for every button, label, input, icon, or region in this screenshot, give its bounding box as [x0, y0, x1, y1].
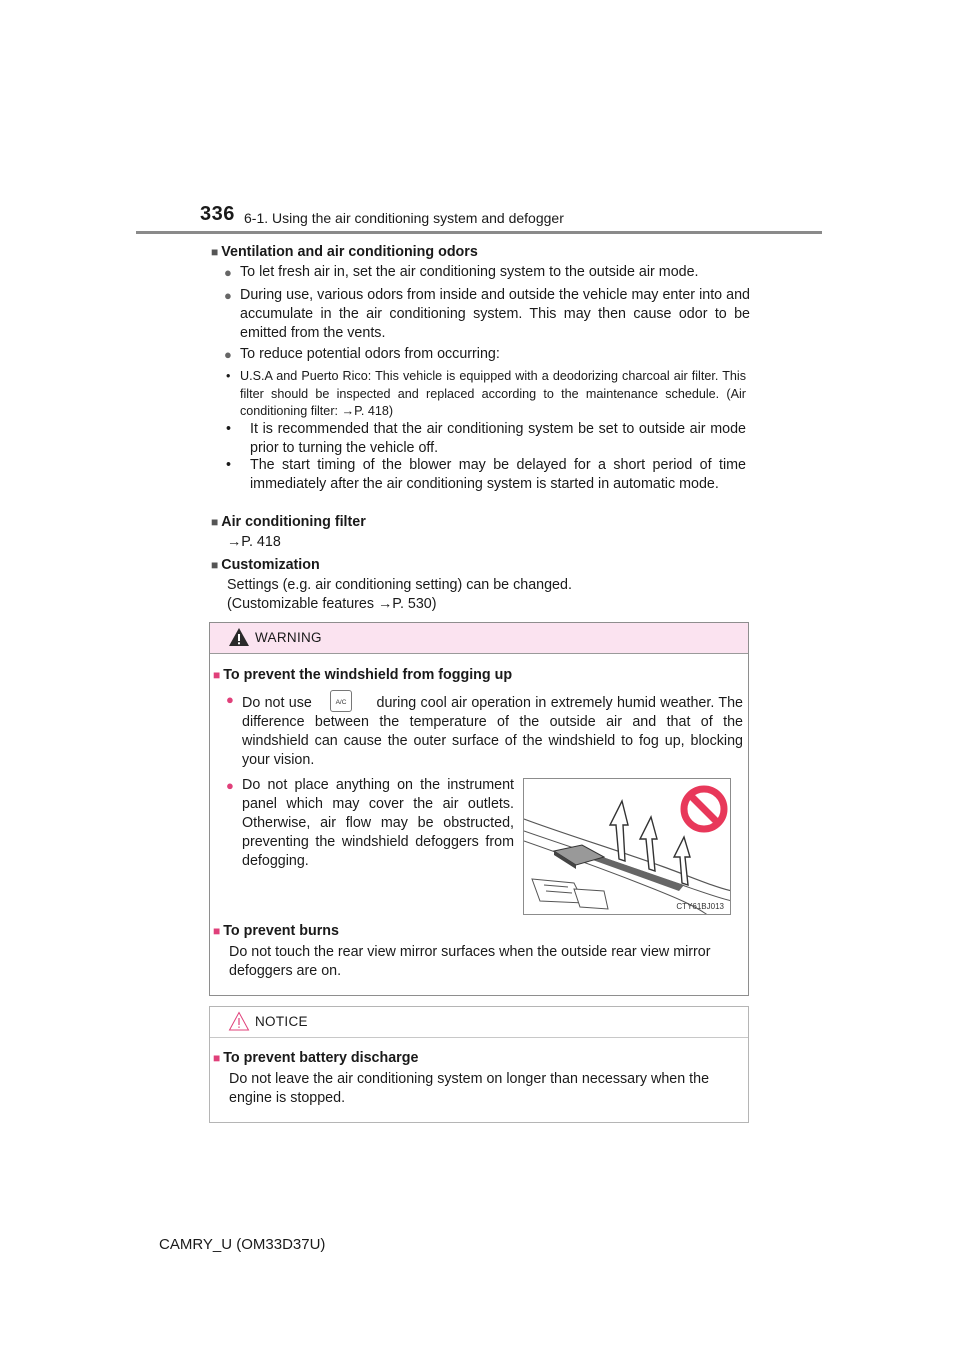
square-bullet-icon: ■	[211, 245, 219, 259]
circle-bullet-icon: ●	[224, 347, 232, 362]
instrument-panel-figure	[523, 778, 731, 915]
burns-heading: ■ To prevent burns	[213, 923, 339, 939]
filter-heading: ■ Air conditioning filter	[211, 514, 366, 530]
figure-code: CTY61BJ013	[676, 902, 724, 911]
battery-heading: ■ To prevent battery discharge	[213, 1050, 419, 1066]
circle-bullet-icon: ●	[224, 265, 232, 280]
battery-text: Do not leave the air conditioning system on longer than necessary when the engine is stopped.	[229, 1071, 710, 1106]
odors-bullet-2: ● During use, various odors from inside and outside the vehicle may enter into and accumulate in the air conditioning system. This may then cause odor to be emitted from the vents.	[224, 287, 750, 341]
burns-text: Do not touch the rear view mirror surfaces when the outside rear view mirror defoggers are on.	[229, 944, 711, 979]
section-title: 6-1. Using the air conditioning system and defogger	[244, 210, 564, 226]
footer-model-code: CAMRY_U (OM33D37U)	[159, 1236, 326, 1253]
square-bullet-icon: ■	[213, 1051, 221, 1065]
fog-heading: ■ To prevent the windshield from fogging up	[213, 667, 513, 683]
customization-line-2[interactable]: (Customizable features →P. 530)	[227, 596, 437, 612]
notice-triangle-icon	[228, 1011, 250, 1031]
odors-sub-1: • U.S.A and Puerto Rico: This vehicle is equipped with a deodorizing charcoal air filter. This filter should be inspected and replaced according to the maintenance schedule. (Air conditioning filter: →P. 418)	[226, 369, 746, 418]
customization-line-1: Settings (e.g. air conditioning setting) can be changed.	[227, 577, 572, 593]
svg-text:A/C: A/C	[335, 699, 347, 706]
circle-bullet-icon: ●	[224, 288, 232, 303]
circle-bullet-icon: ●	[226, 692, 234, 707]
filter-page-ref[interactable]: →P. 418	[227, 534, 281, 550]
square-bullet-icon: ■	[213, 668, 221, 682]
square-bullet-icon: ■	[211, 558, 219, 572]
header-divider	[136, 231, 822, 234]
fog-bullet-1: ● Do not use A/C during cool air operation in extremely humid weather. The difference between the temperature of the outside air and that of the windshield can cause the outer surface of the windshield to fog up, blocking your vision.	[226, 692, 743, 768]
warning-header	[210, 623, 748, 654]
customization-heading: ■ Customization	[211, 557, 320, 573]
ac-button-icon	[330, 690, 352, 712]
page-number: 336	[200, 203, 235, 225]
fog-bullet-2: ● Do not place anything on the instrument panel which may cover the air outlets. Otherwise, air flow may be obstructed, preventing the windshield defoggers from defogging.	[226, 777, 514, 869]
warning-label: WARNING	[255, 630, 322, 645]
odors-bullet-1: ● To let fresh air in, set the air conditioning system to the outside air mode.	[224, 264, 699, 280]
dashboard-illustration-icon	[524, 779, 731, 915]
odors-heading: ■ Ventilation and air conditioning odors	[211, 244, 478, 260]
circle-bullet-icon: ●	[226, 778, 234, 793]
odors-bullet-3: ● To reduce potential odors from occurring:	[224, 346, 500, 362]
odors-sub-3: • The start timing of the blower may be delayed for a short period of time immediately after the air conditioning system is started in automatic mode.	[226, 457, 746, 492]
odors-sub-2: • It is recommended that the air conditioning system be set to outside air mode prior to turning the vehicle off.	[226, 421, 746, 456]
notice-label: NOTICE	[255, 1014, 308, 1029]
warning-triangle-icon	[228, 627, 250, 647]
square-bullet-icon: ■	[211, 515, 219, 529]
notice-header	[210, 1007, 748, 1038]
square-bullet-icon: ■	[213, 924, 221, 938]
